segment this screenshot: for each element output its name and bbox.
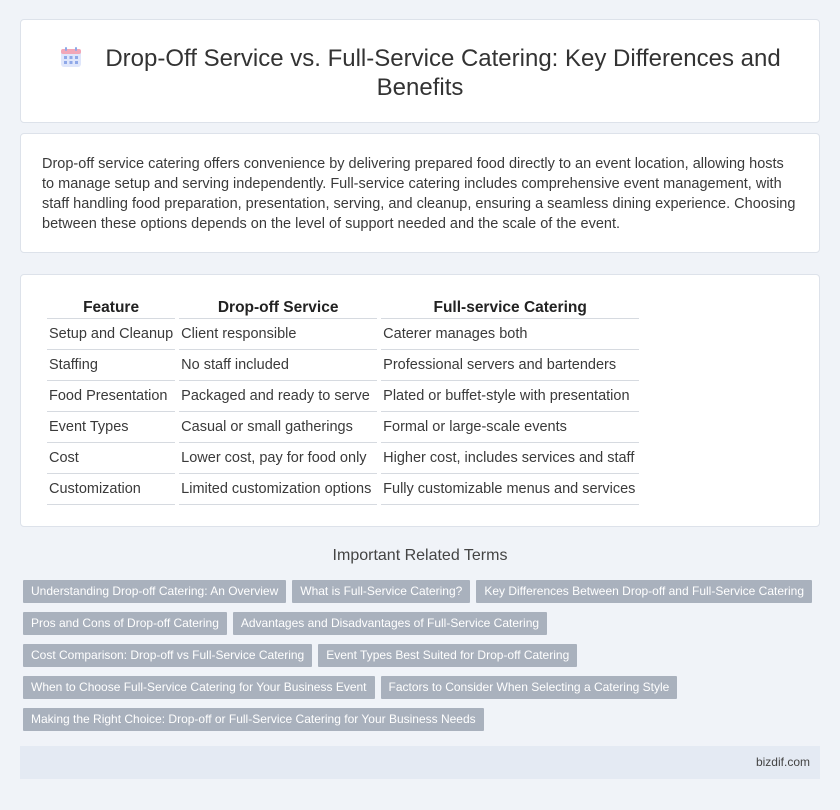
document-icon: [59, 47, 83, 69]
table-row: [47, 412, 639, 443]
title-line-2: Benefits: [376, 74, 464, 101]
related-term-link[interactable]: Event Types Best Suited for Drop-off Catering: [318, 644, 577, 667]
column-header: Feature: [47, 297, 175, 319]
comparison-card: [20, 274, 820, 527]
related-term-link[interactable]: Key Differences Between Drop-off and Full-Service Catering: [476, 580, 812, 603]
tag-row: [23, 580, 813, 612]
related-terms-heading: Important Related Terms: [332, 547, 508, 564]
table-cell: Higher cost, includes services and staff: [381, 443, 639, 474]
table-cell: Event Types: [47, 412, 175, 443]
tag-row: [23, 612, 813, 644]
related-terms-list: [23, 580, 813, 740]
footer: [20, 746, 820, 779]
related-term-link[interactable]: What is Full-Service Catering?: [292, 580, 470, 603]
related-term-link[interactable]: Advantages and Disadvantages of Full-Service Catering: [233, 612, 547, 635]
table-cell: Setup and Cleanup: [47, 319, 175, 350]
table-header-row: [47, 297, 639, 319]
table-cell: Food Presentation: [47, 381, 175, 412]
related-term-link[interactable]: Pros and Cons of Drop-off Catering: [23, 612, 227, 635]
table-row: [47, 319, 639, 350]
column-header: Full-service Catering: [381, 297, 639, 319]
table-cell: Caterer manages both: [381, 319, 639, 350]
comparison-table: [43, 297, 643, 505]
intro-paragraph: Drop-off service catering offers convenience by delivering prepared food directly to an event location, allowing hosts to manage setup and serving independently. Full-service catering includes comprehensive event management, with staff handling food preparation, presentation, serving, and cleanup, ensuring a seamless dining experience. Choosing between these options depends on the level of support needed and the scale of the event.: [42, 156, 796, 232]
footer-site-link[interactable]: bizdif.com: [755, 755, 810, 769]
tag-row: [23, 676, 813, 708]
table-cell: Limited customization options: [179, 474, 377, 505]
table-cell: Formal or large-scale events: [381, 412, 639, 443]
column-header: Drop-off Service: [179, 297, 377, 319]
related-term-link[interactable]: When to Choose Full-Service Catering for Your Business Event: [23, 676, 375, 699]
table-cell: Cost: [47, 443, 175, 474]
table-row: [47, 350, 639, 381]
table-cell: Fully customizable menus and services: [381, 474, 639, 505]
tag-row: [23, 644, 813, 676]
table-cell: Lower cost, pay for food only: [179, 443, 377, 474]
title-line-1: Drop-Off Service vs. Full-Service Catering: Key Differences and: [105, 45, 781, 72]
tag-row: [23, 708, 813, 740]
table-cell: Customization: [47, 474, 175, 505]
related-term-link[interactable]: Factors to Consider When Selecting a Catering Style: [381, 676, 678, 699]
table-cell: Packaged and ready to serve: [179, 381, 377, 412]
related-term-link[interactable]: Making the Right Choice: Drop-off or Full-Service Catering for Your Business Needs: [23, 708, 484, 731]
page-title: [21, 44, 819, 102]
related-term-link[interactable]: Understanding Drop-off Catering: An Overview: [23, 580, 286, 603]
table-row: [47, 381, 639, 412]
table-cell: Plated or buffet-style with presentation: [381, 381, 639, 412]
title-card: [20, 19, 820, 123]
table-cell: Professional servers and bartenders: [381, 350, 639, 381]
table-cell: Casual or small gatherings: [179, 412, 377, 443]
table-cell: Client responsible: [179, 319, 377, 350]
intro-card: [20, 133, 820, 253]
table-cell: No staff included: [179, 350, 377, 381]
table-row: [47, 443, 639, 474]
table-row: [47, 474, 639, 505]
related-term-link[interactable]: Cost Comparison: Drop-off vs Full-Service Catering: [23, 644, 312, 667]
table-cell: Staffing: [47, 350, 175, 381]
